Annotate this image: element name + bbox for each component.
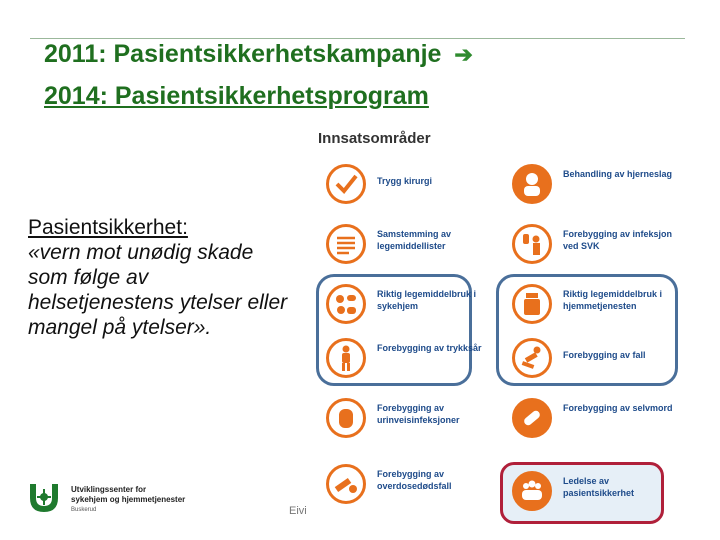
definition-head: Pasientsikkerhet:	[28, 216, 188, 239]
group-icon	[512, 471, 552, 511]
logo-line2: sykehjem og hjemmetjenester	[71, 495, 186, 504]
logo-icon	[26, 480, 62, 516]
organization-logo	[26, 480, 186, 518]
logo-line1: Utviklingssenter for	[71, 485, 147, 494]
footer-text: Eivi	[289, 505, 307, 517]
tile-trykksar	[300, 332, 480, 382]
logo-text	[71, 485, 201, 505]
tile-selvmord	[486, 392, 673, 442]
tile-label: Ledelse av pasientsikkerhet	[563, 476, 635, 498]
tile-label: Forebygging av urinveisinfeksjoner	[377, 403, 460, 425]
tile-ledelse	[486, 465, 666, 515]
tile-label: Forebygging av trykksår	[377, 343, 482, 353]
tile-legemiddel-sykehjem	[300, 278, 480, 328]
tile-overdose	[300, 458, 480, 508]
tile-legemiddel-hjemme	[486, 278, 666, 328]
check-icon	[326, 164, 366, 204]
tile-samstemming	[300, 218, 480, 268]
tile-svk	[486, 218, 673, 268]
logo-subtitle: Buskerud	[71, 507, 97, 513]
tile-label: Behandling av hjerneslag	[563, 169, 673, 179]
bandage-icon	[512, 398, 552, 438]
title-line1-text: 2011: Pasientsikkerhetskampanje	[44, 40, 442, 68]
tile-label: Forebygging av fall	[563, 350, 646, 360]
falling-person-icon	[512, 338, 552, 378]
figure-title: Innsatsområder	[318, 130, 431, 147]
pill-bottle-icon	[512, 284, 552, 324]
tile-label: Forebygging av overdosedødsfall	[377, 469, 452, 491]
focus-areas-figure	[300, 122, 680, 522]
title-divider	[30, 38, 685, 39]
head-icon	[512, 164, 552, 204]
slide-title-line2[interactable]: 2014: Pasientsikkerhetsprogram	[44, 82, 429, 110]
definition-quote: «vern mot unødig skade som følge av helsetjenestens ytelser eller mangel på ytelser».	[28, 241, 288, 339]
tile-label: Trygg kirurgi	[377, 176, 433, 186]
pills-icon	[326, 284, 366, 324]
iv-icon	[512, 224, 552, 264]
tile-label: Forebygging av selvmord	[563, 403, 673, 413]
syringe-icon	[326, 464, 366, 504]
bag-icon	[326, 398, 366, 438]
tile-label: Riktig legemiddelbruk i sykehjem	[377, 289, 477, 311]
tile-fall	[486, 332, 666, 382]
tile-hjerneslag	[486, 158, 673, 208]
tile-label: Samstemming av legemiddellister	[377, 229, 452, 251]
tile-label: Forebygging av infeksjon ved SVK	[563, 229, 673, 251]
slide-title-line1	[44, 40, 473, 69]
tile-label: Riktig legemiddelbruk i hjemmetjenesten	[563, 289, 663, 311]
definition-text	[28, 215, 288, 340]
person-icon	[326, 338, 366, 378]
tile-urinvei	[300, 392, 480, 442]
list-icon	[326, 224, 366, 264]
arrow-right-icon: ➔	[454, 42, 473, 67]
tile-trygg-kirurgi	[300, 158, 480, 208]
